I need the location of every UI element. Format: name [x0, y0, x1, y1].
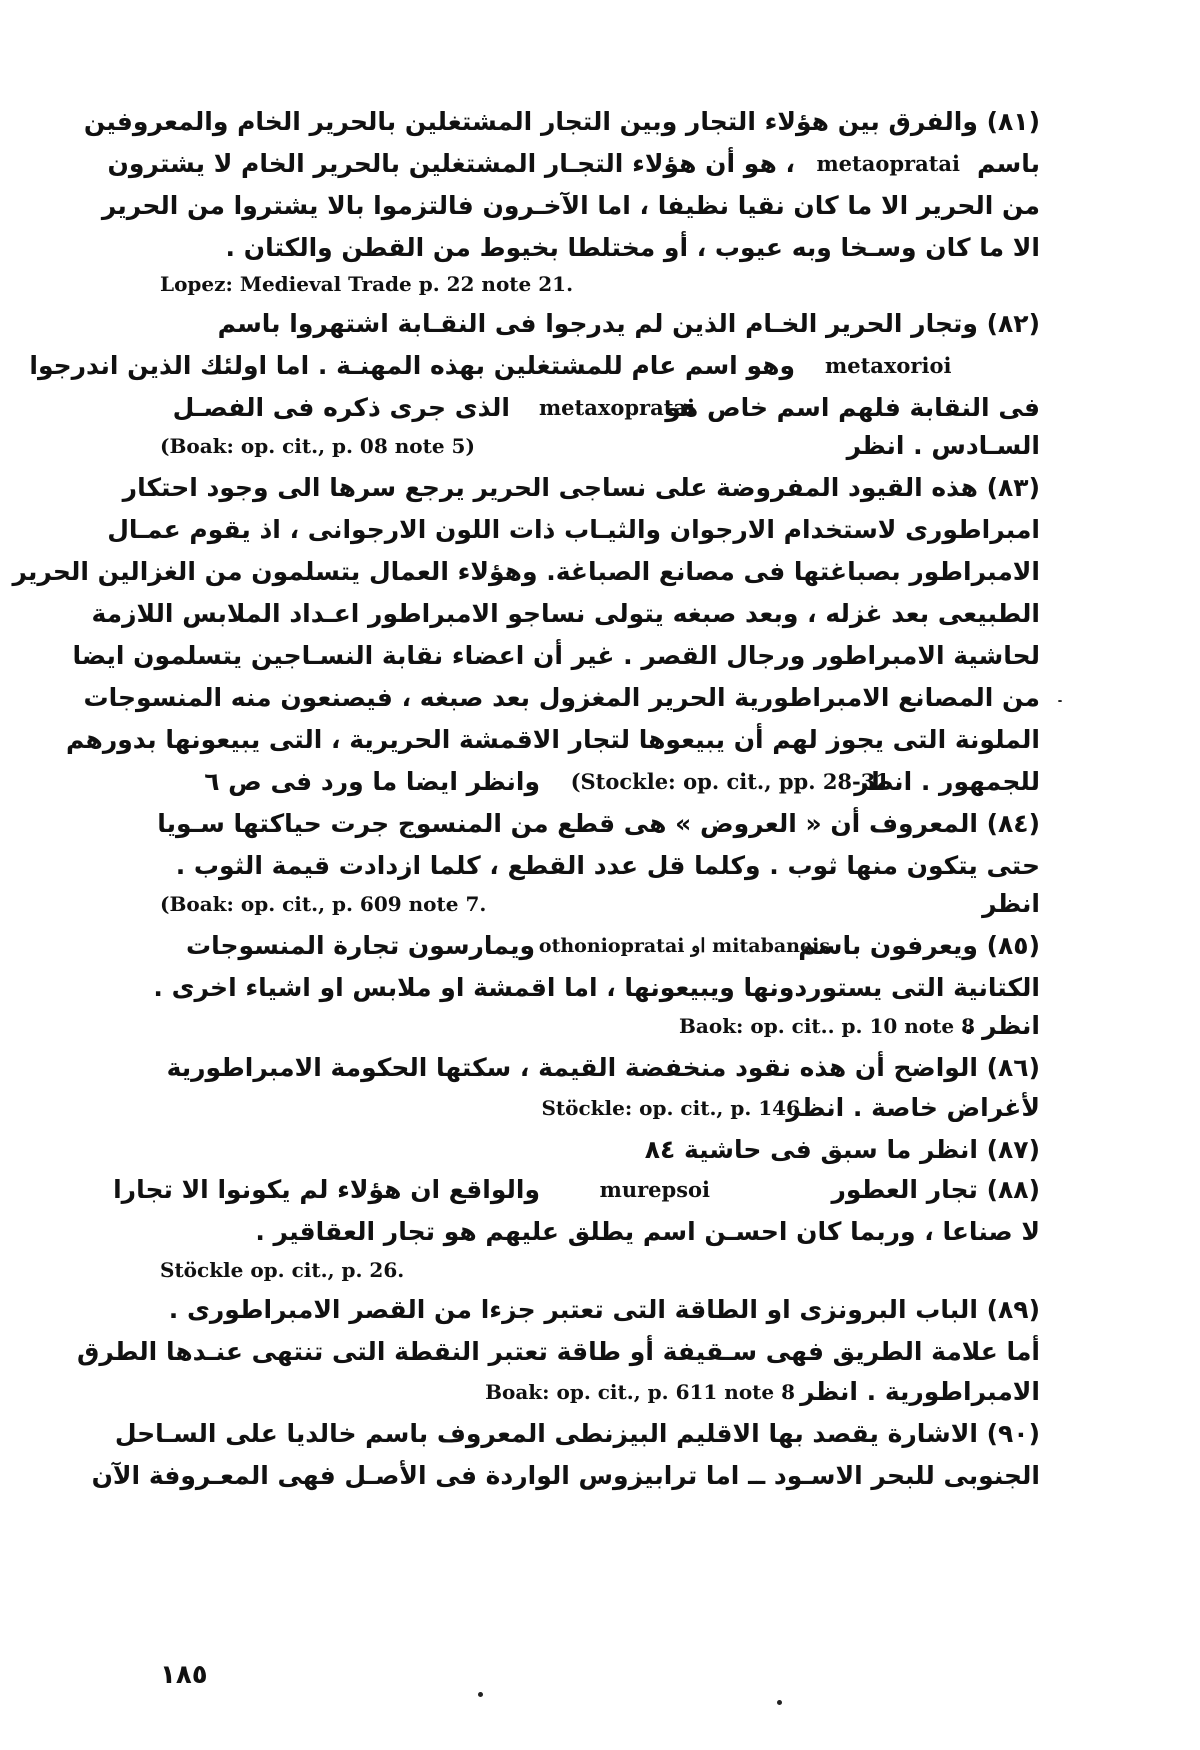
note-83-line-1: (٨٣) هذه القيود المفروضة على نساجى الحرير يرجع سرها الى وجود احتكار — [122, 473, 1040, 502]
note-89-line-1: (٨٩) الباب البرونزى او الطاقة التى تعتبر جزءا من القصر الامبراطورى . — [168, 1295, 1040, 1324]
note-88-line-2: لا صناعا ، وربما كان احسـن اسم يطلق عليهم هو تجار العقاقير . — [255, 1217, 1040, 1246]
note-82-line-3-ar-left: الذى جرى ذكره فى الفصـل — [172, 393, 510, 422]
note-89-line-3 — [160, 1370, 1040, 1414]
note-83-line-5: لحاشية الامبراطور ورجال القصر . غير أن اعضاء نقابة النسـاجين يتسلمون ايضا — [72, 641, 1040, 670]
note-86-line-2 — [160, 1086, 1040, 1130]
note-87-line-1: (٨٧) انظر ما سبق فى حاشية ٨٤ — [644, 1135, 1040, 1164]
note-90-line-2: الجنوبى للبحر الاسـود ــ اما ترابيزوس الواردة فى الأصـل فهى المعـروفة الآن — [91, 1461, 1040, 1490]
page-number: ١٨٥ — [160, 1660, 208, 1690]
note-83-line-8-ar-left: وانظر ايضا ما ورد فى ص ٦ — [204, 767, 540, 796]
note-83-line-3: الامبراطور بصباغتها فى مصانع الصباغة. وهؤلاء العمال يتسلمون من الغزالين الحرير — [12, 557, 1040, 586]
note-88-latin-term: murepsoi — [599, 1177, 710, 1202]
note-82-reference: (Boak: op. cit., p. 08 note 5) — [160, 434, 475, 458]
note-85-line-1 — [160, 924, 1040, 968]
note-81-line-1: (٨١) والفرق بين هؤلاء التجار وبين التجار المشتغلين بالحرير الخام والمعروفين — [83, 107, 1040, 136]
note-82-line-3-latin-term: metaxopratai — [538, 395, 695, 420]
note-88-line-1-ar-right: (٨٨) تجار العطور — [831, 1175, 1040, 1204]
note-82-line-2-latin-term: metaxorioi — [825, 353, 952, 378]
note-84-line-1: (٨٤) المعروف أن « العروض » هى قطع من المنسوج جرت حياكتها سـويا — [157, 809, 1040, 838]
note-84-line-2: حتى يتكون منها ثوب . وكلما قل عدد القطع ، كلما ازدادت قيمة الثوب . — [175, 851, 1040, 880]
note-85-line-3 — [160, 1004, 1040, 1048]
note-81-line-4: الا ما كان وسـخا وبه عيوب ، أو مختلطا بخيوط من القطن والكتان . — [225, 233, 1040, 262]
note-81-line-2-ar-left: ، هو أن هؤلاء التجـار المشتغلين بالحرير الخام لا يشترون — [107, 149, 795, 178]
scan-speck — [777, 1700, 782, 1705]
note-84-reference: (Boak: op. cit., p. 609 note 7. — [160, 892, 487, 916]
note-83-line-8-ar-right: للجمهور . انظر — [854, 767, 1040, 796]
note-83-reference: (Stockle: op. cit., pp. 28-31 — [570, 769, 890, 794]
note-82-line-1: (٨٢) وتجار الحرير الخـام الذين لم يدرجوا فى النقـابة اشتهروا باسم — [217, 309, 1040, 338]
note-81-line-3: من الحرير الا ما كان نقيا نظيفا ، اما الآخـرون فالتزموا بالا يشتروا من الحرير — [101, 191, 1040, 220]
scan-speck — [1058, 700, 1062, 702]
note-89-reference: Boak: op. cit., p. 611 note 8 — [485, 1380, 795, 1404]
note-83-line-6: من المصانع الامبراطورية الحرير المغزول بعد صبغه ، فيصنعون منه المنسوجات — [83, 683, 1040, 712]
note-89-line-2: أما علامة الطريق فهى سـقيفة أو طاقة تعتبر النقطة التى تنتهى عنـدها الطرق — [77, 1337, 1040, 1366]
note-83-line-7: الملونة التى يجوز لهم أن يبيعوها لتجار الاقمشة الحريرية ، التى يبيعونها بدورهم — [65, 725, 1040, 754]
note-82-line-4 — [160, 424, 1040, 468]
note-86-line-2-ar: لأغراض خاصة . انظر — [786, 1093, 1040, 1122]
note-82-line-4-ar: السـادس . انظر — [846, 431, 1040, 460]
note-89-line-3-ar: الامبراطورية . انظر — [800, 1377, 1040, 1406]
note-82-line-2 — [29, 344, 1040, 388]
note-83-line-8 — [160, 760, 1040, 804]
note-85-line-3-ar: انظر . — [963, 1011, 1040, 1040]
note-86-line-1: (٨٦) الواضح أن هذه نقود منخفضة القيمة ، سكتها الحكومة الامبراطورية — [166, 1053, 1040, 1082]
note-85-line-1-ar-right: (٨٥) ويعرفون باسم — [798, 931, 1040, 960]
note-82-line-2-ar: وهو اسم عام للمشتغلين بهذه المهنـة . اما اولئك الذين اندرجوا — [29, 351, 795, 380]
note-84-line-3-ar: انظر — [982, 889, 1040, 918]
note-85-line-1-ar-left: ويمارسون تجارة المنسوجات — [186, 931, 535, 960]
scan-speck — [478, 1692, 483, 1697]
note-88-line-1 — [113, 1168, 1040, 1212]
note-84-line-3 — [160, 882, 1040, 926]
note-90-line-1: (٩٠) الاشارة يقصد بها الاقليم البيزنطى المعروف باسم خالديا على السـاحل — [114, 1419, 1040, 1448]
note-81-reference: Lopez: Medieval Trade p. 22 note 21. — [160, 272, 574, 296]
note-88-reference: Stöckle op. cit., p. 26. — [160, 1258, 405, 1282]
note-85-reference: Baok: op. cit.. p. 10 note 8 — [679, 1014, 975, 1038]
note-81-line-2-ar-right: باسم — [977, 149, 1040, 178]
note-81-line-2 — [107, 142, 1040, 186]
note-81-line-2-latin-term: metaopratai — [816, 151, 960, 176]
note-83-line-2: امبراطورى لاستخدام الارجوان والثيـاب ذات اللون الارجوانى ، اذ يقوم عمـال — [107, 515, 1040, 544]
note-88-line-1-ar-left: والواقع ان هؤلاء لم يكونوا الا تجارا — [113, 1175, 540, 1204]
note-83-line-4: الطبيعى بعد غزله ، وبعد صبغه يتولى نساجو الامبراطور اعـداد الملابس اللازمة — [91, 599, 1040, 628]
note-86-reference: Stöckle: op. cit., p. 146 — [541, 1096, 800, 1120]
note-85-line-2: الكتانية التى يستوردونها ويبيعونها ، اما اقمشة او ملابس او اشياء اخرى . — [153, 973, 1040, 1002]
note-82-line-3-ar-right: فى النقابة فلهم اسم خاص هو — [665, 393, 1040, 422]
note-85-latin-terms: othoniopratai او mitabaneis — [538, 935, 830, 957]
